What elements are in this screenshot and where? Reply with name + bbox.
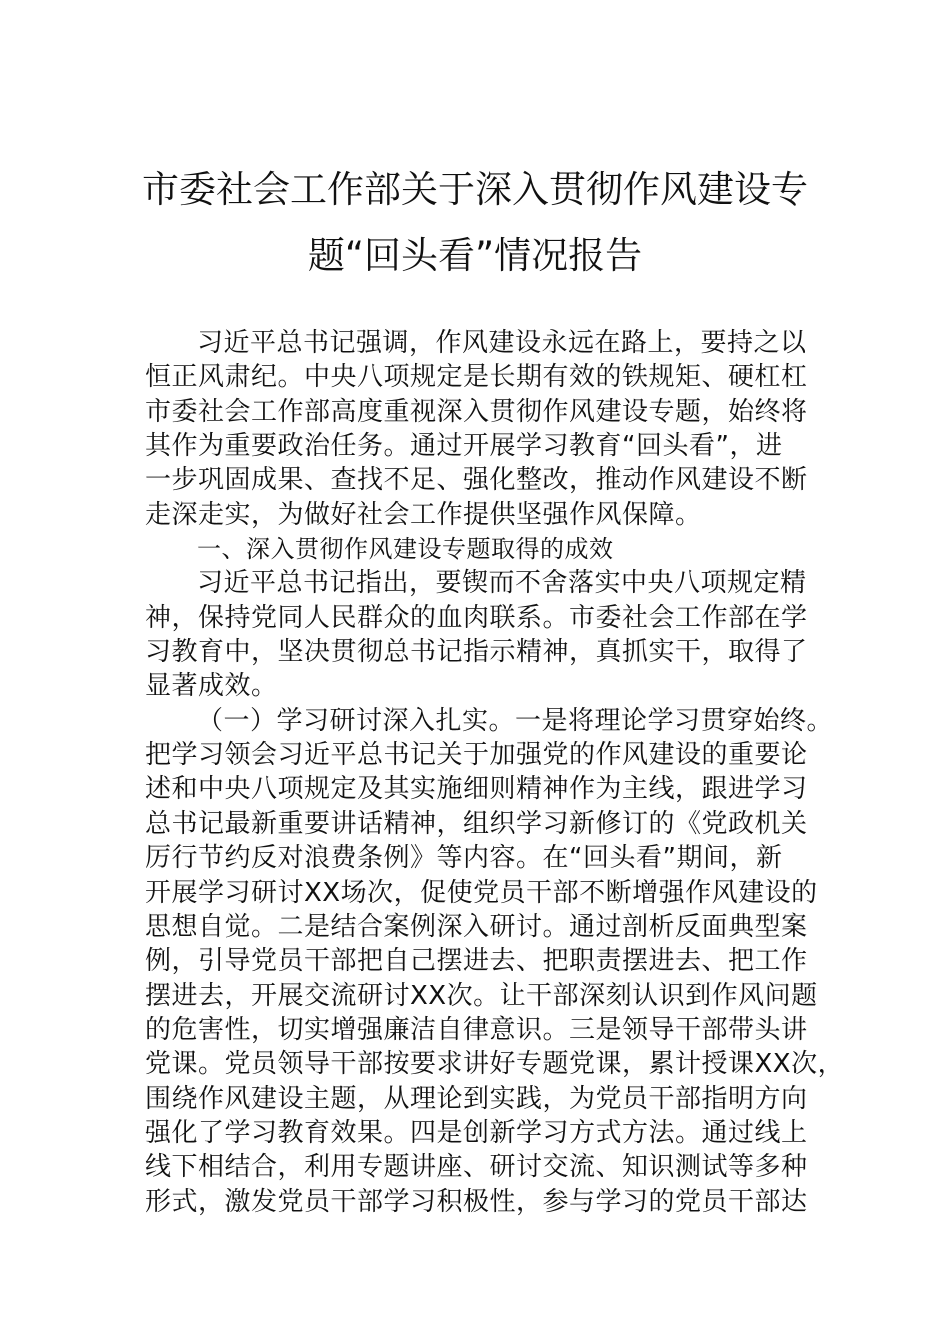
document-body <box>145 326 845 1219</box>
paragraph-line: 一步巩固成果、查找不足、强化整改，推动作风建设不断 <box>145 465 808 496</box>
paragraph-line: 总书记最新重要讲话精神，组织学习新修订的《党政机关 <box>145 808 808 839</box>
paragraph-line: 线下相结合，利用专题讲座、研讨交流、知识测试等多种 <box>145 1152 808 1183</box>
paragraph-line: 习近平总书记强调，作风建设永远在路上，要持之以 <box>197 328 807 358</box>
paragraph-line: 市委社会工作部高度重视深入贯彻作风建设专题，始终将 <box>145 396 808 427</box>
paragraph-line: 述和中央八项规定及其实施细则精神作为主线，跟进学习 <box>145 774 808 805</box>
paragraph-line: 厉行节约反对浪费条例》等内容。在“回头看”期间，新 <box>145 843 783 874</box>
document-title-line-1: 市委社会工作部关于深入贯彻作风建设专 <box>142 168 808 211</box>
paragraph-line: 神，保持党同人民群众的血肉联系。市委社会工作部在学 <box>145 602 808 633</box>
paragraph-line: 习教育中，坚决贯彻总书记指示精神，真抓实干，取得了 <box>145 637 808 668</box>
subsection-lead-line: （一）学习研讨深入扎实。一是将理论学习贯穿始终。 <box>197 705 834 736</box>
paragraph-line: 党课。党员领导干部按要求讲好专题党课，累计授课XX次， <box>145 1049 845 1080</box>
paragraph-line: 围绕作风建设主题，从理论到实践，为党员干部指明方向 <box>145 1083 808 1114</box>
document-title-line-2: 题“回头看”情况报告 <box>307 234 643 277</box>
section-heading: 一、深入贯彻作风建设专题取得的成效 <box>197 535 614 564</box>
paragraph-line: 思想自觉。二是结合案例深入研讨。通过剖析反面典型案 <box>145 911 808 942</box>
paragraph-line: 的危害性，切实增强廉洁自律意识。三是领导干部带头讲 <box>145 1014 808 1045</box>
paragraph-line: 例，引导党员干部把自己摆进去、把职责摆进去、把工作 <box>145 946 808 977</box>
paragraph-line: 开展学习研讨XX场次，促使党员干部不断增强作风建设的 <box>145 877 818 908</box>
paragraph-line: 走深走实，为做好社会工作提供坚强作风保障。 <box>145 499 702 530</box>
paragraph-line: 强化了学习教育效果。四是创新学习方式方法。通过线上 <box>145 1117 808 1148</box>
paragraph-line: 其作为重要政治任务。通过开展学习教育“回头看”，进 <box>145 431 783 462</box>
paragraph-line: 恒正风肃纪。中央八项规定是长期有效的铁规矩、硬杠杠 <box>145 362 808 393</box>
paragraph-line: 把学习领会习近平总书记关于加强党的作风建设的重要论 <box>145 740 808 771</box>
paragraph-line: 形式，激发党员干部学习积极性，参与学习的党员干部达 <box>145 1186 808 1217</box>
paragraph-line: 习近平总书记指出，要锲而不舍落实中央八项规定精 <box>197 568 807 599</box>
paragraph-line: 摆进去，开展交流研讨XX次。让干部深刻认识到作风问题 <box>145 980 818 1011</box>
paragraph-line: 显著成效。 <box>145 671 278 702</box>
